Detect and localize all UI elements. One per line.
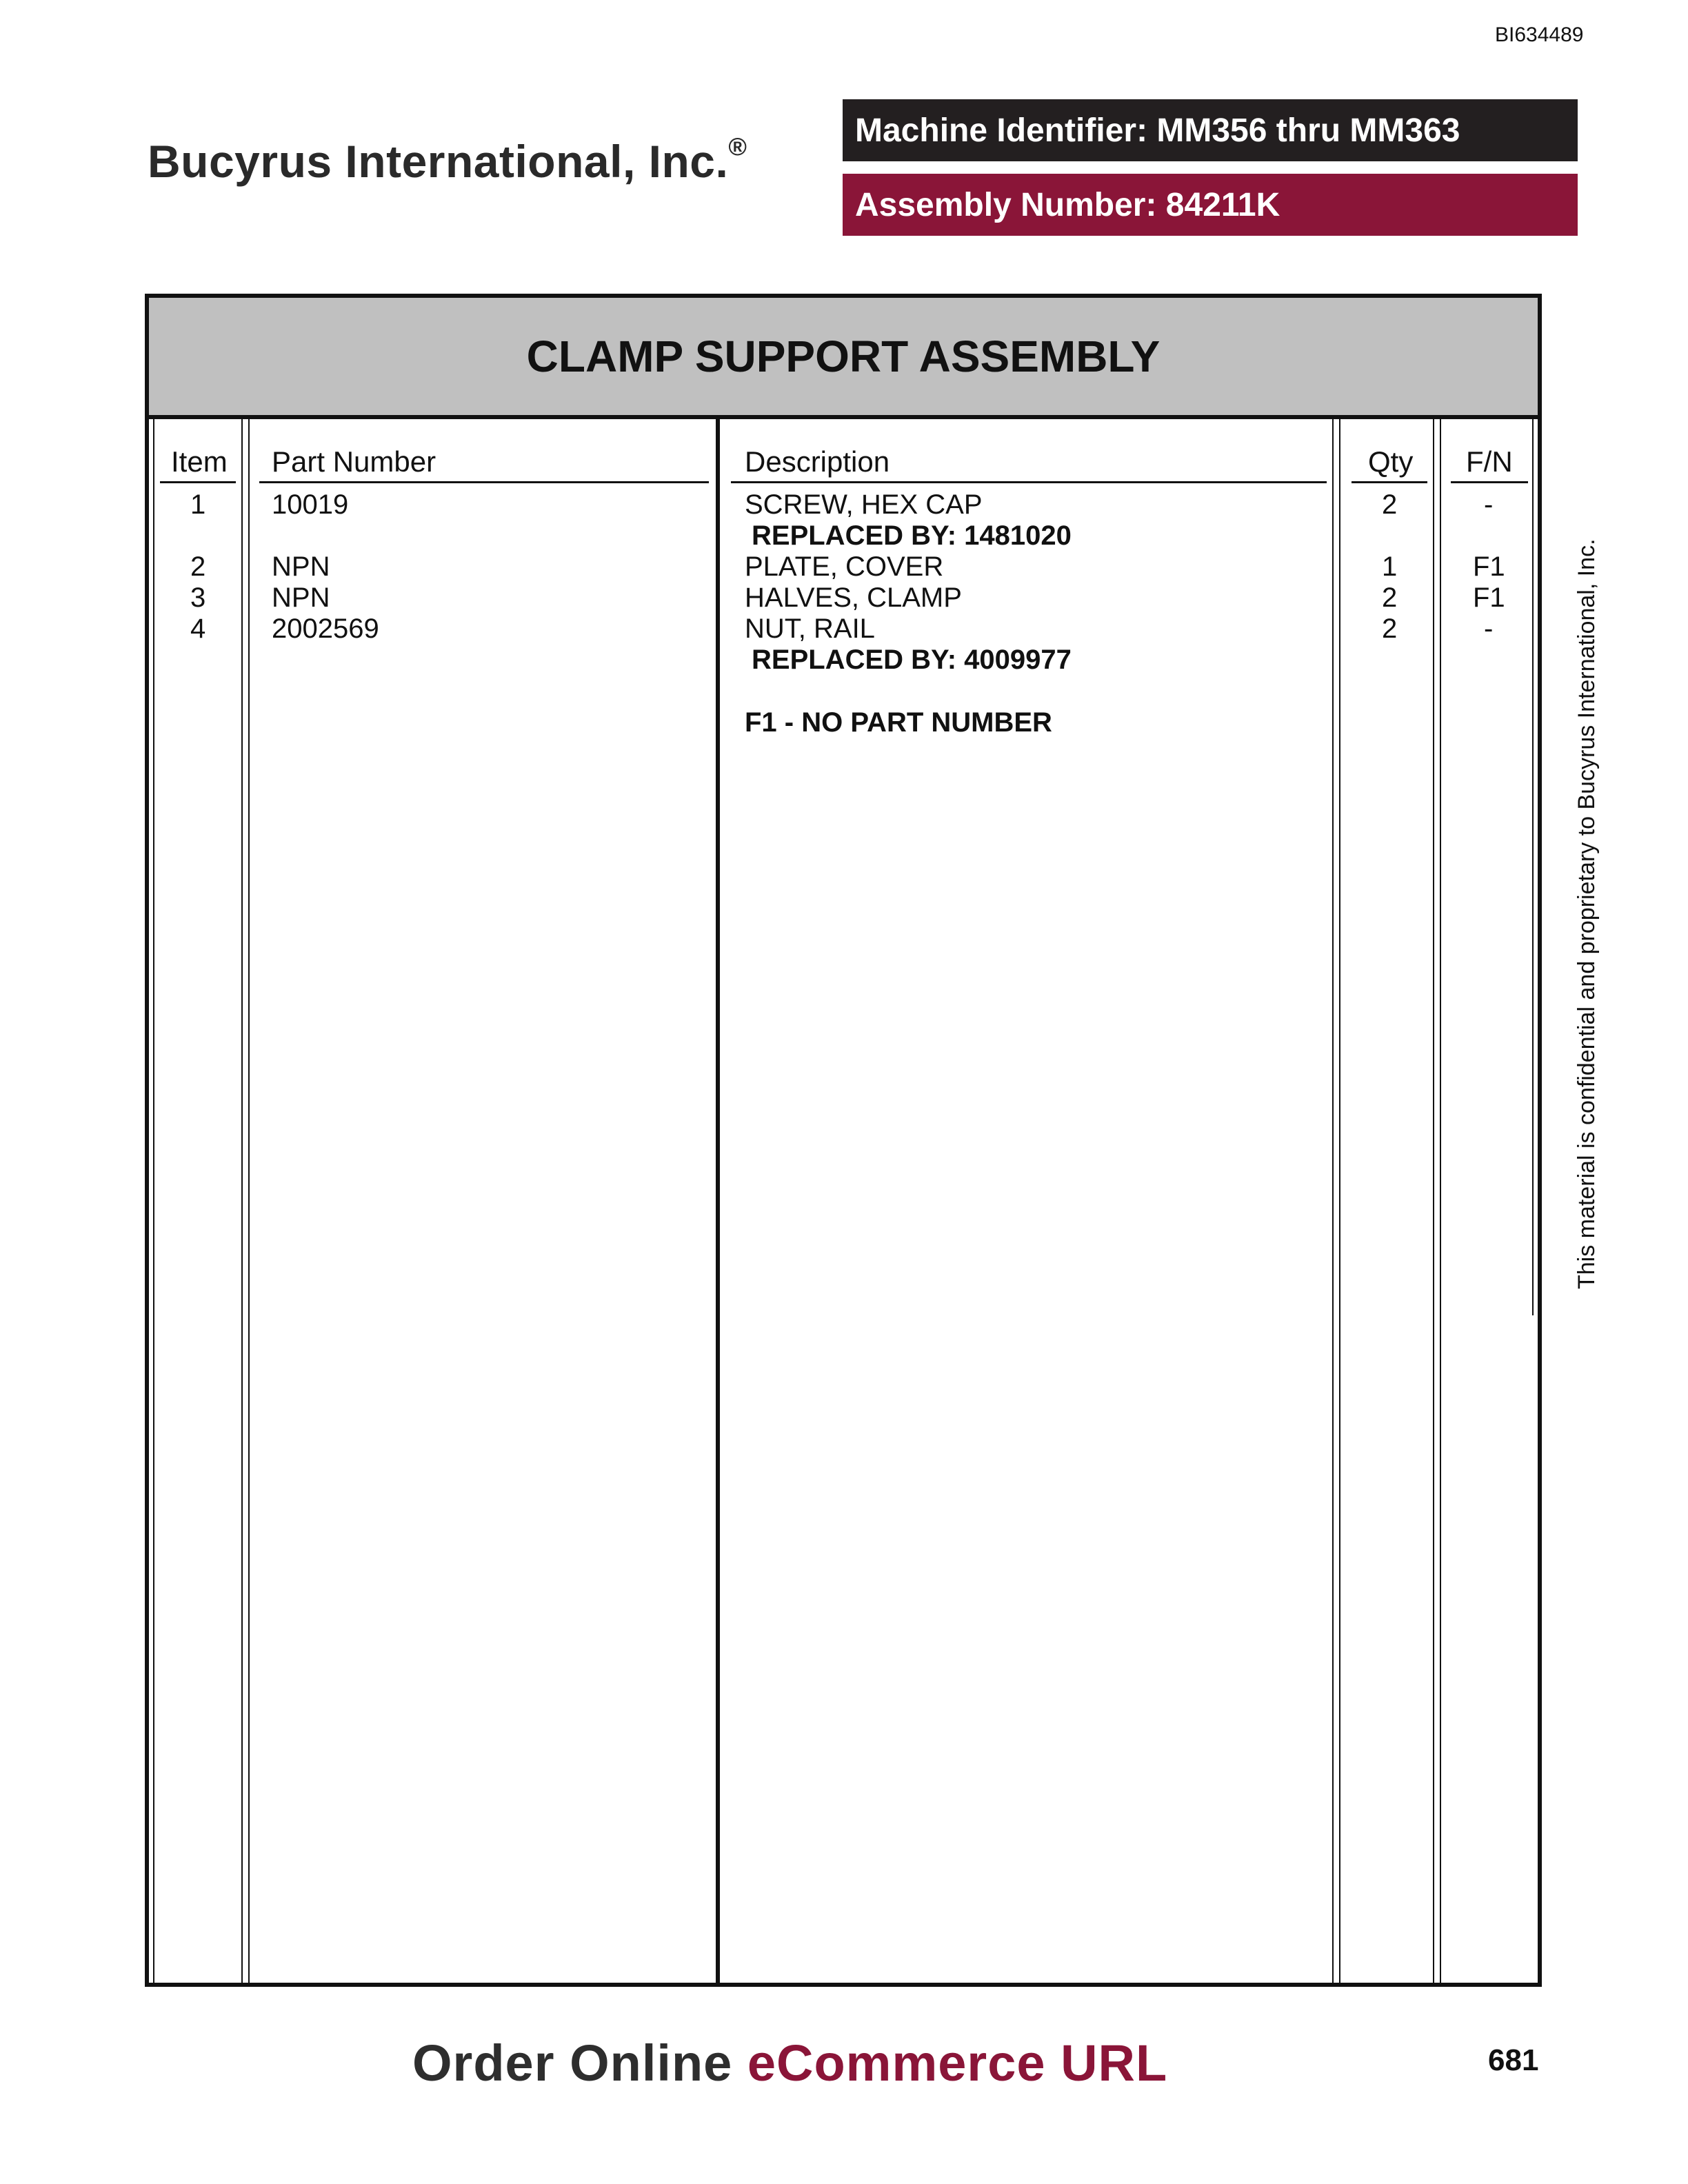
row-3-fn: F1	[1473, 583, 1505, 613]
registered-mark: ®	[728, 132, 747, 161]
company-logo-text	[148, 132, 747, 188]
row-3-qty: 2	[1382, 583, 1398, 613]
header-qty: Qty	[1368, 445, 1414, 478]
part-column-divider	[716, 419, 720, 1983]
order-online-banner[interactable]	[412, 2034, 1167, 2092]
row-4-replaced-by: REPLACED BY: 4009977	[752, 645, 1072, 675]
header-underline-description	[731, 481, 1327, 483]
header-underline-qty	[1352, 481, 1427, 483]
left-inner-rule	[153, 419, 154, 1983]
header-underline-item	[160, 481, 236, 483]
right-inner-rule	[1532, 419, 1534, 1315]
title-band	[149, 298, 1538, 419]
item-column-divider	[241, 419, 243, 1983]
desc-column-divider	[1332, 419, 1334, 1983]
confidentiality-notice: This material is confidential and proprietary to Bucyrus International, Inc.	[1574, 538, 1600, 1289]
row-4-part-number: 2002569	[272, 614, 379, 644]
header-fn: F/N	[1466, 445, 1513, 478]
row-1-description: SCREW, HEX CAP	[745, 489, 983, 520]
assembly-number-bar	[843, 174, 1578, 236]
row-2-description: PLATE, COVER	[745, 552, 944, 582]
header-part-number: Part Number	[272, 445, 436, 478]
header-item: Item	[171, 445, 228, 478]
desc-column-divider-2	[1339, 419, 1340, 1983]
qty-column-divider	[1433, 419, 1434, 1983]
row-4-fn: -	[1484, 614, 1494, 644]
order-online-text: Order Online	[412, 2034, 733, 2092]
row-3-description: HALVES, CLAMP	[745, 583, 962, 613]
machine-identifier: Machine Identifier: MM356 thru MM363	[855, 112, 1460, 149]
row-4-qty: 2	[1382, 614, 1398, 644]
row-2-part-number: NPN	[272, 552, 330, 582]
company-name: Bucyrus International, Inc.	[148, 136, 729, 187]
row-4-description: NUT, RAIL	[745, 614, 875, 644]
row-2-item: 2	[190, 552, 206, 582]
machine-identifier-bar	[843, 99, 1578, 161]
footnote-f1: F1 - NO PART NUMBER	[745, 707, 1052, 738]
header-underline-fn	[1451, 481, 1528, 483]
row-3-part-number: NPN	[272, 583, 330, 613]
row-1-item: 1	[190, 489, 206, 520]
item-column-divider-2	[248, 419, 250, 1983]
page-number: 681	[1488, 2043, 1539, 2077]
row-1-fn: -	[1484, 489, 1494, 520]
assembly-number: Assembly Number: 84211K	[855, 186, 1280, 223]
document-id: BI634489	[1495, 23, 1584, 46]
ecommerce-link[interactable]: eCommerce URL	[747, 2034, 1168, 2092]
qty-column-divider-2	[1440, 419, 1441, 1983]
row-3-item: 3	[190, 583, 206, 613]
row-2-qty: 1	[1382, 552, 1398, 582]
row-1-qty: 2	[1382, 489, 1398, 520]
row-1-replaced-by: REPLACED BY: 1481020	[752, 520, 1072, 551]
assembly-title: CLAMP SUPPORT ASSEMBLY	[526, 332, 1160, 381]
header-underline-part	[259, 481, 709, 483]
header-description: Description	[745, 445, 890, 478]
row-1-part-number: 10019	[272, 489, 349, 520]
row-4-item: 4	[190, 614, 206, 644]
row-2-fn: F1	[1473, 552, 1505, 582]
